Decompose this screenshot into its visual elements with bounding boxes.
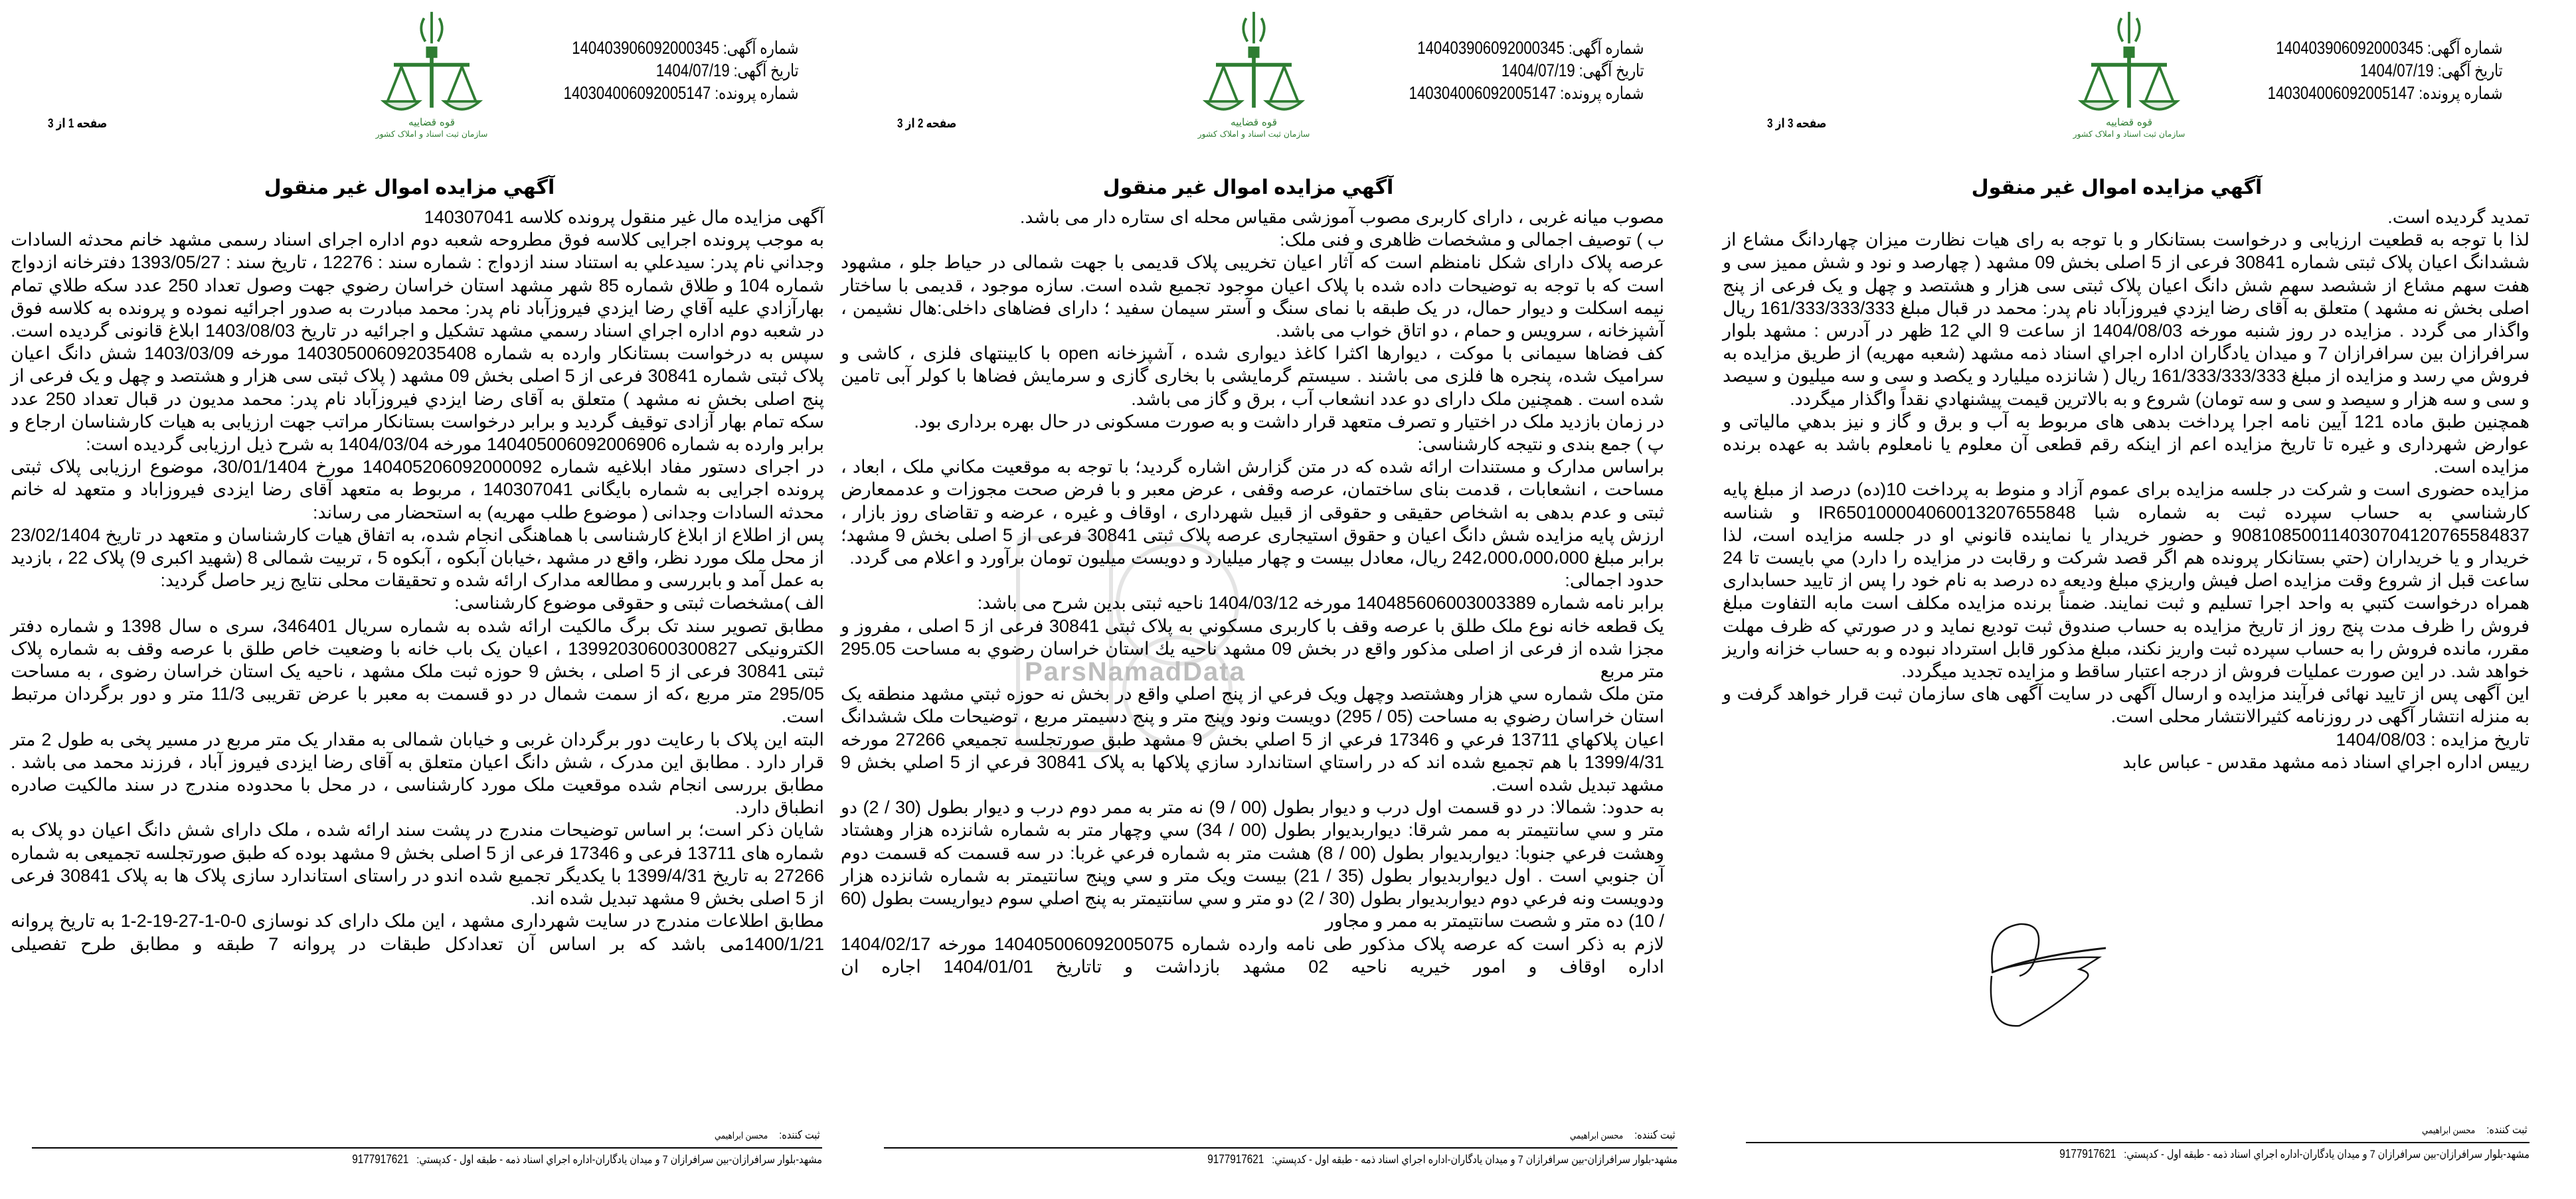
paragraph: شایان ذکر است؛ بر اساس توضیحات مندرج در پشت سند ارائه شده ، ملک دارای شش دانگ اعیان دو پلاک به شماره های 13711 فرعی و 17346 فرعی از 5 اصلی بخش 9 مشهد بوده که طبق صورتجلسه تجمیعی به شماره 27266 به تاریخ 1399/4/31 با یکدیگر تجمیع شده اندو در راستای استاندارد سازی پلاک ها به پلاک 30841 فرعی از 5 اصلی بخش 9 مشهد تبدیل شده اند. xyxy=(11,820,825,909)
paragraph: همچنین طبق ماده 121 آیین نامه اجرا پرداخت بدهی های مربوط به آب و برق و گاز و نیز بدهي مالیاتی و عوارض شهرداری و غیره تا تاریخ مزایده اعم از اینکه رقم قطعی آن معلوم یا نامعلوم باشد به عهده برنده مزایده است. xyxy=(1723,411,2530,477)
ad-number: 140403906092000345 xyxy=(572,38,720,58)
ad-date-row: تاریخ آگهی: 1404/07/19 xyxy=(1502,60,1644,80)
ad-number-row: شماره آگهی: 140403906092000345 xyxy=(572,38,799,58)
ad-number: 140403906092000345 xyxy=(1417,38,1565,58)
paragraph: الف )مشخصات ثبتی و حقوقی موضوع کارشناسی: xyxy=(454,593,824,613)
paragraph: به موجب پرونده اجرایی کلاسه فوق مطروحه شعبه دوم اداره اجرای اسناد رسمی مشهد خانم محدثه السادات وجداني نام پدر: سیدعلي به استناد سند ازدواج : شماره سند : 12276 ، تاریخ سند : 1393/05/27 دفترخانه ازدواج شماره 104 و طلاق شماره 85 شهر مشهد استان خراسان رضوي جهت وصول تعداد 250 عدد سکه طلاي تمام بهارآزادي عليه آقاي رضا ايزدي فيروزآباد نام پدر: محمد مبادرت به صدور اجرائیه نموده و پرونده به کلاسه فوق در شعبه دوم اداره اجراي اسناد رسمي مشهد تشکیل و اجرائیه در تاریخ 1403/08/03 ابلاغ قانونی گردیده است. سپس به درخواست بستانکار وارده به شماره 140305006092035408 مورخه 1403/03/09 شش دانگ اعیان پلاک ثبتی شماره 30841 فرعی از 5 اصلی بخش 09 مشهد ( پلاک ثبتی سی هزار و هشتصد و چهل و یک فرعی از پنج اصلی بخش نه مشهد ) متعلق به آقای رضا ایزدي فيروزآباد نام پدر: محمد مدیون در قبال تعداد 250 عدد سکه تمام بهار آزادی توقیف گردید و برابر درخواست بستانکار مراتب جهت ارزیابی به هیات کارشناسان ارجاع و برابر وارده به شماره 140405006092006906 مورخه 1404/03/04 به شرح ذیل ارزیابی گردیده است: xyxy=(11,230,825,455)
paragraph: ب ) توصیف اجمالی و مشخصات ظاهری و فنی ملک: xyxy=(1280,230,1664,250)
judiciary-logo xyxy=(369,7,495,139)
case-number-row: شماره پرونده: 140304006092005147 xyxy=(564,83,799,103)
page-title: آگهي مزايده اموال غير منقول xyxy=(1102,177,1394,199)
paragraph: کف فضاها سیمانی با موکت ، دیوارها اکثرا کاغذ دیواری شده ، آشپزخانه open با کابینتهای فلزی ، کاشی و سرامیک شده، پنجره ها فلزی می باشند . سیستم گرمایشی با بخاری گازی و سرمایش فضاها با کولر آبی تامین شده است . همچنین ملک دارای دو عدد انشعاب آب ، برق و گاز می باشد. xyxy=(841,343,1664,409)
paragraph: عرصه پلاک دارای شکل نامنظم است که آثار اعیان تخریبی پلاک قدیمی با جهت شمالی در حیاط جلو ، مشهود است که با توجه به توضیحات داده شده با پلاک اعیان موجود تجمیع شده است. سازه موجود ، قدیمی با ساختار نیمه اسکلت و دیوار حمال، در یک طبقه با نمای سنگ و آستر سیمان سفید ؛ دارای فضاهای داخلی:هال نشیمن ، آشپزخانه ، سرویس و حمام ، دو اتاق خواب می باشد. xyxy=(841,252,1664,341)
svg-text:سازمان ثبت اسناد و املاک کشور: سازمان ثبت اسناد و املاک کشور xyxy=(1197,129,1310,139)
office-address: مشهد-بلوار سرافرازان-بين سرافرازان 7 و ميدان يادگاران-اداره اجراي اسناد ذمه - طبقه اول - کدپستي:9177917621 xyxy=(1207,1153,1677,1166)
paragraph: به حدود: شمالا: در دو قسمت اول درب و ديوار بطول (00 / 9) نه متر به ممر دوم درب و ديوار بطول (30 / 2) دو متر و سي سانتيمتر به ممر شرقا: ديواربديوار بطول (00 / 34) سي وچهار متر به شماره شانزده هزار وهشتاد وهشت فرعي جنوبا: ديواربديوار بطول (00 / 8) هشت متر به شماره فرعي غربا: در سه قسمت که قسمت دوم آن جنوبي است . اول ديواربديوار بطول (35 / 21) بيست ويک متر و سي وپنج سانتيمتر به شماره شانزده هزار ودويست ونه فرعي دوم ديواربديوار بطول (30 / 2) دو متر و سي سانتيمتر به پنج اصلي سوم ديواريست بطول (60 / 10) ده متر و شصت سانتيمتر به ممر و مجاور xyxy=(841,797,1664,931)
paragraph: یک قطعه خانه نوع ملک طلق با عرصه وقف با کاربری مسکوني به پلاک ثبتی 30841 فرعی از 5 اصلی ، مفروز و مجزا شده از فرعی از اصلی مذکور واقع در بخش 09 مشهد ناحيه يك استان خراسان رضوي به مساحت 295.05 متر مربع xyxy=(841,615,1664,682)
paragraph: در زمان بازدید ملک در اختیار و تصرف متعهد قرار داشت و به صورت مسکونی در حال بهره برداری بود. xyxy=(914,411,1664,432)
paragraph: تمدید گردیده است. xyxy=(2387,207,2530,227)
paragraph: پس از اطلاع از ابلاغ کارشناسی با هماهنگی انجام شده، به اتفاق هیات کارشناسان و متعهد در تاریخ 23/02/1404 از محل ملک مورد نظر، واقع در مشهد ،خیابان آبکوه ، آبکوه 5 ، تربیت شمالی 8 (شهید اکبری 9) پلاک 22 ، بازدید به عمل آمد و بابررسی و مطالعه مدارک ارائه شده و تحقیقات محلی نتایج زیر حاصل گردید: xyxy=(11,524,824,591)
handwritten-signature-icon xyxy=(1973,916,2119,1029)
paragraph: مزایده حضوری است و شرکت در جلسه مزایده برای عموم آزاد و منوط به پرداخت 10(ده) درصد از مبلغ پايه کارشناسي به حساب سپرده ثبت به شماره شبا IR650100004060013207655848 و شناسه 908108500114030704120765584837 و حضور خريدار يا نماينده قانوني او در جلسه مزايده است، لذا خريدار و يا خريداران (حتي بستانکار پرونده هم اگر قصد شرکت و رقابت در مزايده را دارد) مي بايست تا 24 ساعت قبل از شروع وقت مزايده اصل فيش واريزي مبلغ وديعه ده درصد به نام خود را پس از تاييد حسابداری همراه درخواست کتبي به واحد اجرا تسليم و ثبت نمايند. ضمناً برنده مزايده مکلف است مابه التفاوت مبلغ فروش را ظرف مدت پنج روز از تاريخ مزايده به حساب صندوق ثبت توديع نمايد و در صورتي که ظرف مهلت مقرر، مانده فروش را به حساب سپرده ثبت واريز نکند، مبلغ مذکور قابل استرداد نبوده و به حساب خزانه واريز خواهد شد. در اين صورت عمليات فروش از درجه اعتبار ساقط و مزايده تجديد ميگردد. xyxy=(1723,479,2530,682)
office-address: مشهد-بلوار سرافرازان-بين سرافرازان 7 و ميدان يادگاران-اداره اجراي اسناد ذمه - طبقه اول - کدپستي:9177917621 xyxy=(2059,1147,2530,1160)
ad-metadata xyxy=(564,37,799,104)
document-page-1 xyxy=(0,0,859,1199)
postal-code: 9177917621 xyxy=(352,1153,409,1166)
paragraph: مصوب میانه غربی ، دارای کاربری مصوب آموزشی مقیاس محله ای ستاره دار می باشد. xyxy=(1019,207,1664,227)
page-body xyxy=(11,206,824,955)
svg-text:سازمان ثبت اسناد و املاک کشور: سازمان ثبت اسناد و املاک کشور xyxy=(375,129,488,139)
ad-metadata xyxy=(1409,37,1644,104)
paragraph: برابر نامه شماره 140485606003003389 مورخه 1404/03/12 ناحیه ثبتی بدین شرح می باشد: xyxy=(977,593,1664,613)
page-title: آگهي مزايده اموال غير منقول xyxy=(1971,177,2263,199)
ad-number: 140403906092000345 xyxy=(2276,38,2424,58)
case-number: 140304006092005147 xyxy=(2268,83,2415,103)
ad-number-row: شماره آگهی: 140403906092000345 xyxy=(2276,38,2503,58)
document-page-2 xyxy=(841,0,1717,1199)
svg-text:قوه قضاییه: قوه قضاییه xyxy=(1231,116,1277,128)
scales-of-justice-icon xyxy=(2066,7,2192,139)
page-footer xyxy=(32,1129,822,1166)
page-indicator: صفحه 1 از 3 xyxy=(48,117,108,131)
footer-divider xyxy=(32,1147,822,1149)
page-indicator: صفحه 2 از 3 xyxy=(897,117,957,131)
document-page-3 xyxy=(1717,0,2576,1199)
paragraph: لازم به ذکر است که عرصه پلاک مذکور طی نامه وارده شماره 140405006092005075 مورخه 1404/02/17 اداره اوقاف و امور خیریه ناحیه 02 مشهد بازداشت و تاتاریخ 1404/01/01 اجاره ان xyxy=(841,933,1665,977)
case-number: 140304006092005147 xyxy=(1409,83,1557,103)
paragraph: پ ) جمع بندی و نتیجه کارشناسی: xyxy=(1417,434,1664,455)
judiciary-logo xyxy=(2066,7,2192,139)
page-footer xyxy=(1746,1123,2530,1161)
scales-of-justice-icon xyxy=(1191,7,1317,139)
ad-date: 1404/07/19 xyxy=(2360,60,2435,80)
paragraph: لذا با توجه به قطعیت ارزیابی و درخواست بستانکار و با توجه به رای هیات نظارت میزان چهاردانگ مشاع از ششدانگ اعیان پلاک ثبتی شماره 30841 فرعی از 5 اصلی بخش 09 مشهد ( چهارصد و نود و شش ممیز سی و هفت سهم مشاع از ششصد سهم شش دانگ اعیان پلاک ثبتی سی هزار و هشتصد و چهل و یک فرعی از پنج اصلی بخش نه مشهد ) متعلق به آقای رضا ایزدي فيروزآباد نام پدر: محمد در قبال مبلغ 161/333/333/333 ریال واگذار می گردد . مزایده در روز شنبه مورخه 1404/08/03 از ساعت 9 الي 12 ظهر در آدرس : مشهد بلوار سرافرازان بین سرافرازان 7 و میدان یادگاران اداره اجراي اسناد ذمه مشهد (شعبه مهریه) از طریق مزایده به فروش مي رسد و مزایده از مبلغ 161/333/333/333 ریال ( شانزده میلیارد و یکصد و سی و سه میلیون و سیصد و سی و سه هزار و سیصد و سی و سه تومان) شروع و به بالاترين قيمت پيشنهادي نقداً واگذار میگردد. xyxy=(1723,230,2530,409)
paragraph: مطابق تصویر سند تک برگ مالکیت ارائه شده به شماره سریال 346401، سری ه سال 1398 و شماره دفتر الکترونیکی 13992030600300827 ، اعیان یک باب خانه با وضعیت خاص طلق با عرصه وقف به شماره پلاک ثبتی 30841 فرعی از 5 اصلی ، بخش 9 حوزه ثبت ملک مشهد ، ناحیه یک استان خراسان رضوی ، به مساحت 295/05 متر مربع ،که از سمت شمال در دو قسمت به معبر با عرض تقریبی 11/3 متر و دور برگردان مرتبط است. xyxy=(11,615,824,727)
footer-divider xyxy=(1746,1142,2530,1143)
page-indicator: صفحه 3 از 3 xyxy=(1767,117,1827,131)
ad-number-row: شماره آگهی: 140403906092000345 xyxy=(1417,38,1644,58)
case-number-row: شماره پرونده: 140304006092005147 xyxy=(2268,83,2503,103)
page-body xyxy=(1723,206,2530,773)
svg-text:سازمان ثبت اسناد و املاک کشور: سازمان ثبت اسناد و املاک کشور xyxy=(2073,129,2186,139)
ad-date-row: تاریخ آگهی: 1404/07/19 xyxy=(2360,60,2503,80)
ad-date: 1404/07/19 xyxy=(1502,60,1576,80)
postal-code: 9177917621 xyxy=(1207,1153,1264,1166)
paragraph: براساس مدارک و مستندات ارائه شده که در متن گزارش اشاره گردید؛ با توجه به موقعیت مکاني ملک ، ابعاد ، مساحت ، انشعابات ، قدمت بنای ساختمان، عرصه وقفی ، عرض معبر و با فرض صحت مجوزات و عدممعارض ثبتی و عدم بدهی به اشخاص حقیقی و حقوقی از قبیل شهرداری ، اوقاف و غیره ، عرضه و تقاضای روز بازار ، ارزش پایه مزایده شش دانگ اعیان و حقوق استیجاری عرصه پلاک ثبتی 30841 فرعی از 5 اصلی بخش 9 مشهد؛ برابر مبلغ 242،000،000،000 ریال، معادل بیست و چهار میلیارد و دویست میلیون تومان برآورد و اعلام می گردد. xyxy=(841,457,1664,568)
paragraph: البته این پلاک با رعایت دور برگردان غربی و خیابان شمالی به مقدار یک متر مربع در مسیر پخی به طول 2 متر قرار دارد . مطابق این مدرک ، شش دانگ اعیان متعلق به آقای رضا ایزدی فیروز آباد ، فرزند محمد می باشد . مطابق بررسی انجام شده موقعیت ملک مورد کارشناسی ، در محل با محدوده مندرج در سند مالکیت صادره انطباق دارد. xyxy=(11,729,824,818)
registrar: ثبت کننده:محسن ابراهيمي xyxy=(2422,1123,2528,1136)
page-footer xyxy=(884,1129,1677,1166)
signature xyxy=(1973,916,2119,1029)
footer-divider xyxy=(884,1147,1677,1149)
paragraph: حدود اجمالی: xyxy=(1565,570,1664,591)
signatory: رییس اداره اجراي اسناد ذمه مشهد مقدس - عباس عابد xyxy=(2122,752,2530,772)
paragraph: این آگهی پس از تایید نهائی فرآیند مزایده و ارسال آگهی در سایت آگهی های سازمان ثبت قرار خواهد گرفت و به منزله انتشار آگهی در روزنامه کثیرالانتشار محلی است. xyxy=(1723,684,2530,727)
registrar: ثبت کننده:محسن ابراهيمي xyxy=(1570,1129,1675,1141)
scales-of-justice-icon xyxy=(369,7,495,139)
ad-date-row: تاریخ آگهی: 1404/07/19 xyxy=(656,60,799,80)
case-number: 140304006092005147 xyxy=(564,83,711,103)
watermark-brand: ParsNamadData xyxy=(1025,657,1246,686)
registrar: ثبت کننده:محسن ابراهيمي xyxy=(715,1129,820,1141)
svg-text:قوه قضاییه: قوه قضاییه xyxy=(408,116,455,128)
paragraph: مطابق اطلاعات مندرج در سایت شهرداری مشهد ، این ملک دارای کد نوسازی 0-0-1-27-19-2-1 به تاریخ پروانه 1400/1/21می باشد که بر اساس آن تعدادکل طبقات در پروانه 7 طبقه و مطابق طرح تفصیلی xyxy=(11,911,824,954)
paragraph: متن ملک شماره سي هزار وهشتصد وچهل ويک فرعي از پنج اصلي واقع در بخش نه حوزه ثبتي مشهد منطقه يک استان خراسان رضوي به مساحت (05 / 295) دويست ونود وپنج متر و پنج دسيمتر مربع ، توضيحات ملک ششدانگ اعيان پلاکهاي 13711 فرعي و 17346 فرعي از 5 اصلي بخش 9 مشهد طبق صورتجلسه تجميعي 27266 مورخه 1399/4/31 با هم تجميع شده اند که در راستاي استاندارد سازي پلاکها به پلاک 30841 فرعي از 5 اصلي بخش 9 مشهد تبديل شده است. xyxy=(841,684,1665,795)
judiciary-logo xyxy=(1191,7,1317,139)
auction-date: تاریخ مزایده : 1404/08/03 xyxy=(2336,729,2530,750)
ad-date: 1404/07/19 xyxy=(656,60,730,80)
paragraph: در اجرای دستور مفاد ابلاغیه شماره 140405206092000092 مورخ 30/01/1404، موضوع ارزیابی پلاک ثبتی پرونده اجرایی به شماره بایگانی 140307041 ، مربوط به متعهد آقای رضا ایزدی فیروزاباد و متعهد له خانم محدثه السادات وجدانی ( موضوع طلب مهریه) به استحضار می رساند: xyxy=(11,457,824,522)
page-title: آگهي مزايده اموال غير منقول xyxy=(264,177,555,199)
postal-code: 9177917621 xyxy=(2059,1147,2116,1160)
case-number-row: شماره پرونده: 140304006092005147 xyxy=(1409,83,1644,103)
office-address: مشهد-بلوار سرافرازان-بين سرافرازان 7 و ميدان يادگاران-اداره اجراي اسناد ذمه - طبقه اول - کدپستي:9177917621 xyxy=(352,1153,822,1166)
paragraph: آگهی مزایده مال غیر منقول پرونده کلاسه 140307041 xyxy=(424,207,824,227)
ad-metadata xyxy=(2268,37,2503,104)
page-body xyxy=(841,206,1664,978)
svg-text:قوه قضاییه: قوه قضاییه xyxy=(2106,116,2152,128)
